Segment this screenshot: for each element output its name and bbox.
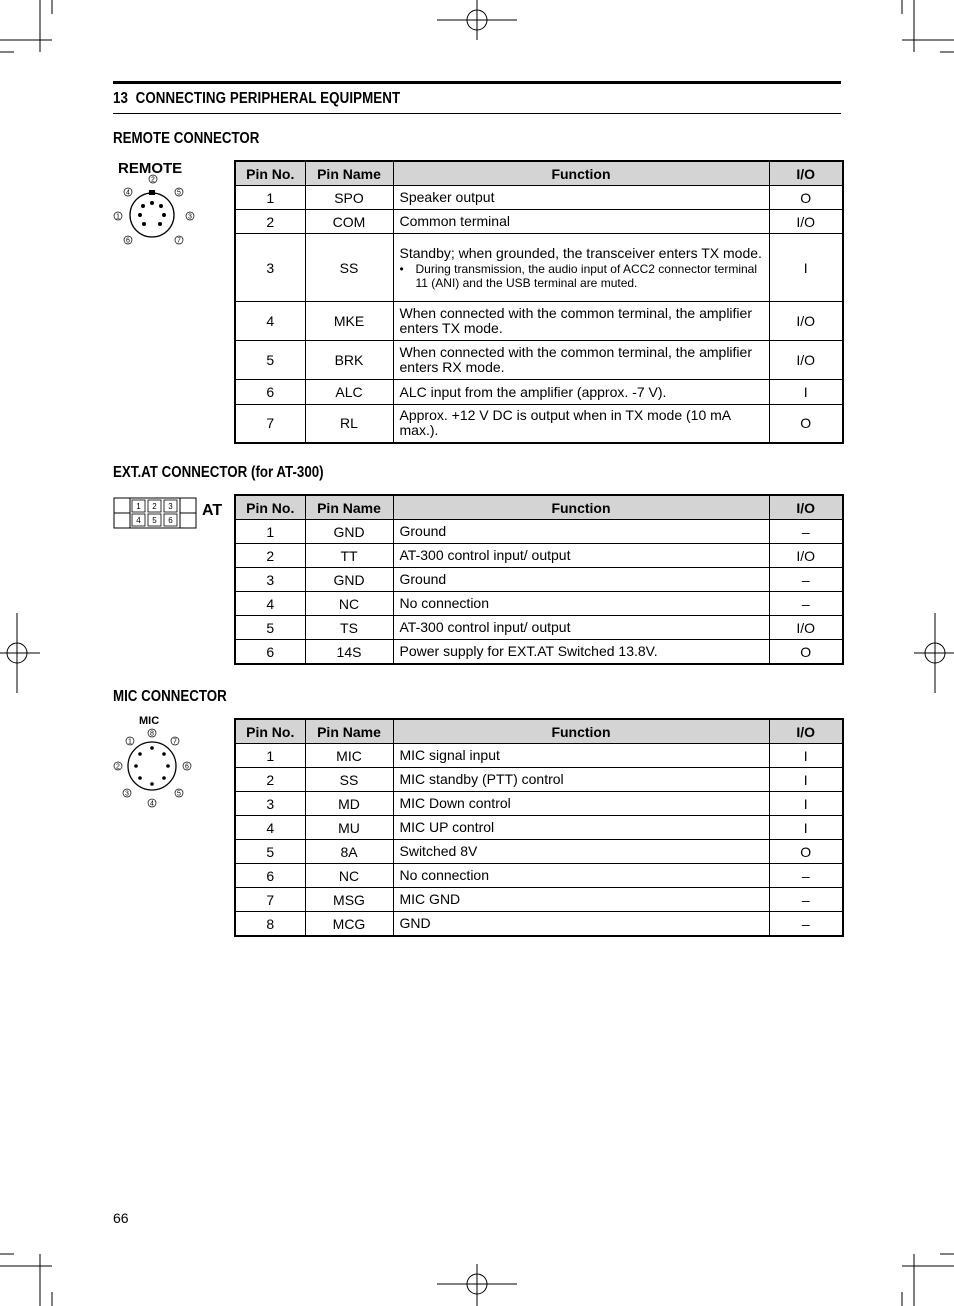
pin-name: MU (305, 816, 393, 840)
note-bullet: • (399, 261, 404, 276)
header-pin-no: Pin No. (235, 719, 305, 744)
table-row (235, 210, 843, 234)
remote-pin-label: 1 (116, 213, 120, 221)
pin-function-note (400, 262, 763, 290)
remote-pin-table (234, 160, 844, 444)
pin-no: 3 (235, 792, 305, 816)
table-header-row (235, 495, 843, 520)
remote-connector-diagram (108, 158, 228, 250)
pin-name: MSG (305, 888, 393, 912)
extat-connector-diagram (112, 494, 230, 534)
table-row (235, 616, 843, 640)
at-pin-label: 6 (168, 516, 173, 525)
pin-function: Ground (393, 520, 769, 544)
pin-function: GND (393, 912, 769, 937)
pin-name: 8A (305, 840, 393, 864)
pin-function: When connected with the common terminal, the amplifier enters TX mode. (393, 302, 769, 341)
pin-no: 2 (235, 544, 305, 568)
pin-no: 6 (235, 640, 305, 665)
header-pin-name: Pin Name (305, 719, 393, 744)
table-row (235, 380, 843, 405)
remote-pin-label: 3 (188, 213, 192, 221)
table-row (235, 302, 843, 341)
mic-pin-label: 6 (185, 763, 189, 771)
pin-name: NC (305, 592, 393, 616)
chapter-number: 13 (113, 90, 129, 107)
pin-name: BRK (305, 341, 393, 380)
pin-name: SS (305, 768, 393, 792)
mic-pin-label: 1 (128, 738, 132, 746)
table-header-row (235, 161, 843, 186)
note-text: During transmission, the audio input of ACC2 connector terminal 11 (ANI) and the USB terminal are muted. (415, 261, 758, 290)
table-row (235, 840, 843, 864)
pin-io: I/O (769, 341, 843, 380)
at-molex-connector-icon (112, 494, 202, 534)
pin-function: AT-300 control input/ output (393, 544, 769, 568)
pin-function: When connected with the common terminal, the amplifier enters RX mode. (393, 341, 769, 380)
pin-function: ALC input from the amplifier (approx. -7 V). (393, 380, 769, 405)
remote-pin-label: 6 (126, 237, 130, 245)
pin-no: 5 (235, 341, 305, 380)
pin-name: ALC (305, 380, 393, 405)
table-row (235, 640, 843, 665)
header-function: Function (393, 495, 769, 520)
pin-no: 7 (235, 888, 305, 912)
at-diagram-label: AT (202, 502, 223, 519)
table-row (235, 792, 843, 816)
mic-pin-label: 2 (116, 763, 120, 771)
pin-name: TS (305, 616, 393, 640)
extat-pin-table (234, 494, 844, 665)
pin-no: 5 (235, 616, 305, 640)
pin-no: 4 (235, 302, 305, 341)
pin-no: 5 (235, 840, 305, 864)
header-pin-no: Pin No. (235, 495, 305, 520)
header-pin-name: Pin Name (305, 495, 393, 520)
remote-pin-label: 7 (177, 237, 181, 245)
pin-io: I/O (769, 210, 843, 234)
pin-io: I (769, 768, 843, 792)
table-row (235, 744, 843, 768)
table-row (235, 912, 843, 937)
pin-io: – (769, 888, 843, 912)
remote-pin-label: 4 (126, 189, 130, 197)
pin-function: No connection (393, 592, 769, 616)
remote-pin-label: 2 (151, 176, 155, 184)
pin-function: Approx. +12 V DC is output when in TX mode (10 mA max.). (393, 405, 769, 443)
mic-connector-title: MIC CONNECTOR (113, 688, 227, 705)
pin-name: GND (305, 568, 393, 592)
pin-io: I/O (769, 302, 843, 341)
pin-name: COM (305, 210, 393, 234)
header-io: I/O (769, 161, 843, 186)
pin-name: MCG (305, 912, 393, 937)
table-row (235, 568, 843, 592)
pin-name: RL (305, 405, 393, 443)
pin-io: I (769, 792, 843, 816)
pin-name: MKE (305, 302, 393, 341)
pin-name: MIC (305, 744, 393, 768)
mic-pin-label: 3 (125, 790, 129, 798)
pin-function: MIC signal input (393, 744, 769, 768)
pin-io: – (769, 568, 843, 592)
header-io: I/O (769, 719, 843, 744)
table-header-row (235, 719, 843, 744)
pin-function: MIC standby (PTT) control (393, 768, 769, 792)
pin-function: Speaker output (393, 186, 769, 210)
table-row (235, 544, 843, 568)
pin-io: – (769, 592, 843, 616)
pin-no: 1 (235, 744, 305, 768)
pin-io: I (769, 380, 843, 405)
table-row (235, 768, 843, 792)
table-row (235, 864, 843, 888)
mic-pin-label: 7 (173, 738, 177, 746)
mic-pin-label: 8 (150, 730, 154, 738)
remote-diagram-label: REMOTE (118, 160, 183, 177)
pin-function: MIC Down control (393, 792, 769, 816)
at-pin-label: 4 (136, 516, 141, 525)
pin-no: 3 (235, 568, 305, 592)
pin-name: 14S (305, 640, 393, 665)
table-row (235, 888, 843, 912)
header-io: I/O (769, 495, 843, 520)
pin-function: No connection (393, 864, 769, 888)
pin-no: 8 (235, 912, 305, 937)
remote-pin-label: 5 (177, 189, 181, 197)
pin-no: 1 (235, 186, 305, 210)
table-row (235, 592, 843, 616)
pin-io: – (769, 912, 843, 937)
header-pin-no: Pin No. (235, 161, 305, 186)
pin-io: I (769, 816, 843, 840)
pin-function: MIC GND (393, 888, 769, 912)
table-row (235, 186, 843, 210)
table-row (235, 405, 843, 443)
header-function: Function (393, 161, 769, 186)
pin-no: 2 (235, 768, 305, 792)
table-row (235, 234, 843, 302)
pin-function: AT-300 control input/ output (393, 616, 769, 640)
mic-pin-table (234, 718, 844, 937)
pin-no: 4 (235, 592, 305, 616)
mic-connector-icon (108, 714, 208, 810)
table-row (235, 520, 843, 544)
pin-io: O (769, 186, 843, 210)
pin-function: Common terminal (393, 210, 769, 234)
pin-no: 6 (235, 864, 305, 888)
pin-name: MD (305, 792, 393, 816)
pin-no: 1 (235, 520, 305, 544)
chapter-title: CONNECTING PERIPHERAL EQUIPMENT (135, 90, 401, 107)
pin-name: TT (305, 544, 393, 568)
pin-name: GND (305, 520, 393, 544)
pin-io: I (769, 234, 843, 302)
pin-name: SPO (305, 186, 393, 210)
pin-no: 6 (235, 380, 305, 405)
pin-function: MIC UP control (393, 816, 769, 840)
pin-io: – (769, 864, 843, 888)
pin-function: Ground (393, 568, 769, 592)
pin-io: I/O (769, 616, 843, 640)
header-function: Function (393, 719, 769, 744)
pin-io: O (769, 405, 843, 443)
pin-no: 3 (235, 234, 305, 302)
pin-io: I (769, 744, 843, 768)
at-pin-label: 2 (152, 502, 157, 511)
mic-connector-diagram (108, 714, 208, 810)
pin-no: 4 (235, 816, 305, 840)
pin-name: NC (305, 864, 393, 888)
pin-name: SS (305, 234, 393, 302)
pin-no: 2 (235, 210, 305, 234)
page-number: 66 (113, 1210, 129, 1226)
mic-pin-label: 5 (177, 790, 181, 798)
pin-io: O (769, 840, 843, 864)
chapter-heading (113, 90, 400, 108)
pin-io: O (769, 640, 843, 665)
mic-diagram-label: MIC (139, 715, 160, 727)
pin-function: Power supply for EXT.AT Switched 13.8V. (393, 640, 769, 665)
mic-pin-label: 4 (150, 800, 154, 808)
at-pin-label: 3 (168, 502, 173, 511)
pin-io: I/O (769, 544, 843, 568)
pin-function: Switched 8V (393, 840, 769, 864)
pin-no: 7 (235, 405, 305, 443)
header-pin-name: Pin Name (305, 161, 393, 186)
remote-connector-title: REMOTE CONNECTOR (113, 130, 260, 147)
remote-din-connector-icon (108, 158, 228, 250)
pin-io: – (769, 520, 843, 544)
table-row (235, 816, 843, 840)
pin-function-cell (393, 234, 769, 302)
extat-connector-title: EXT.AT CONNECTOR (for AT-300) (113, 464, 324, 481)
at-pin-label: 5 (152, 516, 157, 525)
table-row (235, 341, 843, 380)
at-pin-label: 1 (136, 502, 141, 511)
pin-function: Standby; when grounded, the transceiver enters TX mode. (399, 244, 762, 261)
